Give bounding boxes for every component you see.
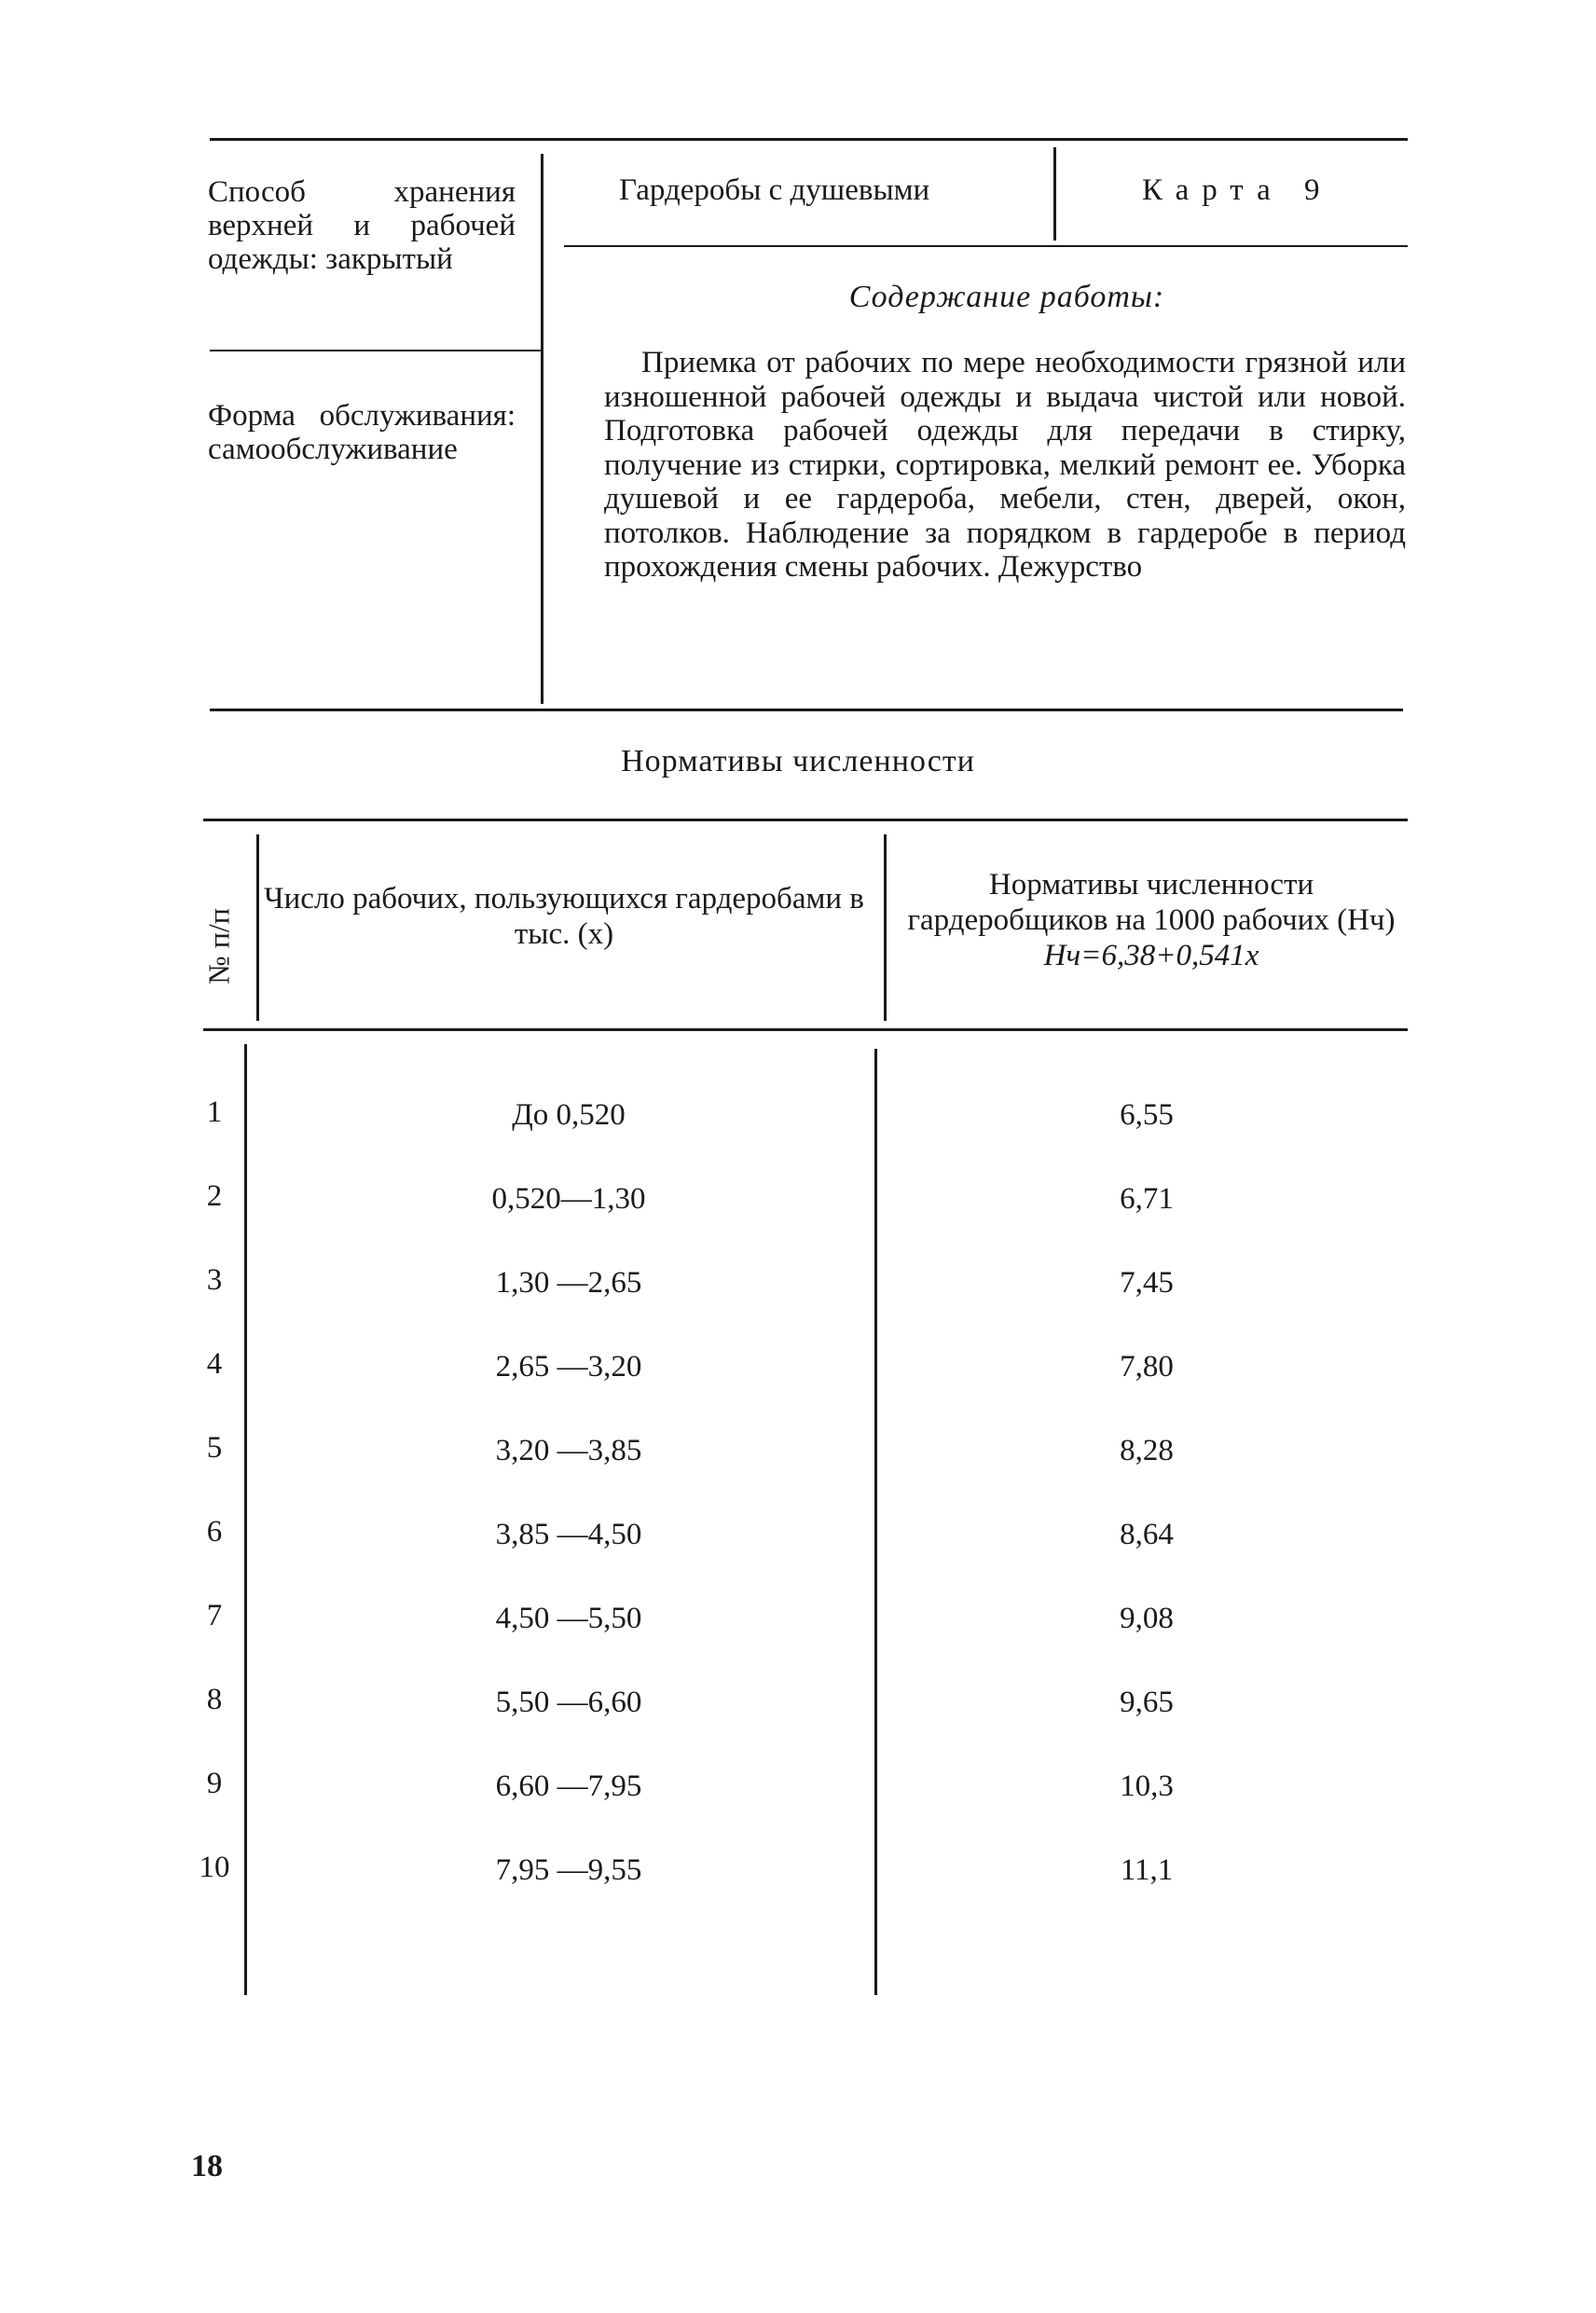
header-num-label: № п/п xyxy=(201,908,236,984)
row-range: До 0,520 xyxy=(512,1098,626,1132)
row-number: 2 xyxy=(206,1179,223,1213)
row-value: 10,3 xyxy=(1120,1769,1174,1803)
document-title: Гардеробы с душевыми xyxy=(619,173,930,207)
row-range: 7,95 —9,55 xyxy=(495,1853,642,1887)
header-bottom-rule xyxy=(210,709,1403,711)
table-top-rule xyxy=(203,819,1408,821)
row-value: 6,55 xyxy=(1120,1098,1174,1132)
table-col1-divider-body xyxy=(244,1044,247,1995)
header-num xyxy=(186,867,252,1026)
content-heading: Содержание работы: xyxy=(848,280,1165,314)
row-value: 9,08 xyxy=(1120,1602,1174,1635)
row-number: 8 xyxy=(206,1683,223,1716)
content-body xyxy=(604,346,1406,585)
row-range: 1,30 —2,65 xyxy=(495,1266,642,1300)
storage-method-text: Способ хранения верхней и рабочей одежды: закрытый xyxy=(208,175,516,276)
table-header-bottom-rule xyxy=(203,1028,1408,1031)
header-norms xyxy=(890,867,1412,973)
row-value: 7,45 xyxy=(1120,1266,1174,1300)
row-range: 6,60 —7,95 xyxy=(495,1769,642,1803)
page-number: 18 xyxy=(191,2149,223,2183)
row-range: 4,50 —5,50 xyxy=(495,1602,642,1635)
content-paragraph: Приемка от рабочих по мере необходимости грязной или изношенной рабочей одежды и выдача чистой или новой. Подготовка рабочей одежды для передачи в стирку, получение из стирки, сортировка, мелкий ремонт ее. Уборка душевой и ее гардероба, мебели, стен, дверей, окон, потолков. Наблюдение за порядком в гардеробе в период прохождения смены рабочих. Дежурство xyxy=(604,346,1406,584)
row-number: 1 xyxy=(206,1095,223,1129)
title-card-divider xyxy=(1053,147,1056,241)
card-number: Карта 9 xyxy=(1142,173,1333,207)
row-number: 7 xyxy=(206,1599,223,1632)
section-title: Нормативы численности xyxy=(621,744,975,778)
header-norms-text: Нормативы численности гардеробщиков на 1000 рабочих (Нч) xyxy=(907,868,1396,937)
left-block-divider xyxy=(210,350,541,351)
row-value: 8,28 xyxy=(1120,1434,1174,1467)
row-number: 6 xyxy=(206,1515,223,1549)
row-number: 4 xyxy=(206,1347,223,1381)
table-col1-divider-header xyxy=(256,834,259,1021)
row-number: 5 xyxy=(206,1431,223,1465)
header-workers: Число рабочих, пользующихся гардеробами в тыс. (x) xyxy=(264,882,864,951)
table-col2-divider-body xyxy=(874,1049,877,1995)
row-range: 5,50 —6,60 xyxy=(495,1686,642,1719)
row-value: 11,1 xyxy=(1120,1853,1174,1887)
header-formula: Нч=6,38+0,541x xyxy=(1043,939,1259,972)
row-range: 2,65 —3,20 xyxy=(495,1350,642,1384)
row-number: 9 xyxy=(206,1767,223,1800)
title-underline xyxy=(564,245,1408,247)
row-number: 3 xyxy=(206,1263,223,1297)
row-value: 7,80 xyxy=(1120,1350,1174,1384)
table-col2-divider-header xyxy=(884,834,887,1021)
row-value: 8,64 xyxy=(1120,1518,1174,1551)
service-form-text: Форма обслуживания: самообслуживание xyxy=(208,399,516,466)
top-rule xyxy=(210,138,1408,141)
row-range: 0,520—1,30 xyxy=(491,1182,646,1216)
row-value: 6,71 xyxy=(1120,1182,1174,1216)
row-number: 10 xyxy=(199,1851,230,1884)
row-range: 3,85 —4,50 xyxy=(495,1518,642,1551)
header-vertical-divider xyxy=(541,154,543,704)
row-range: 3,20 —3,85 xyxy=(495,1434,642,1467)
row-value: 9,65 xyxy=(1120,1686,1174,1719)
